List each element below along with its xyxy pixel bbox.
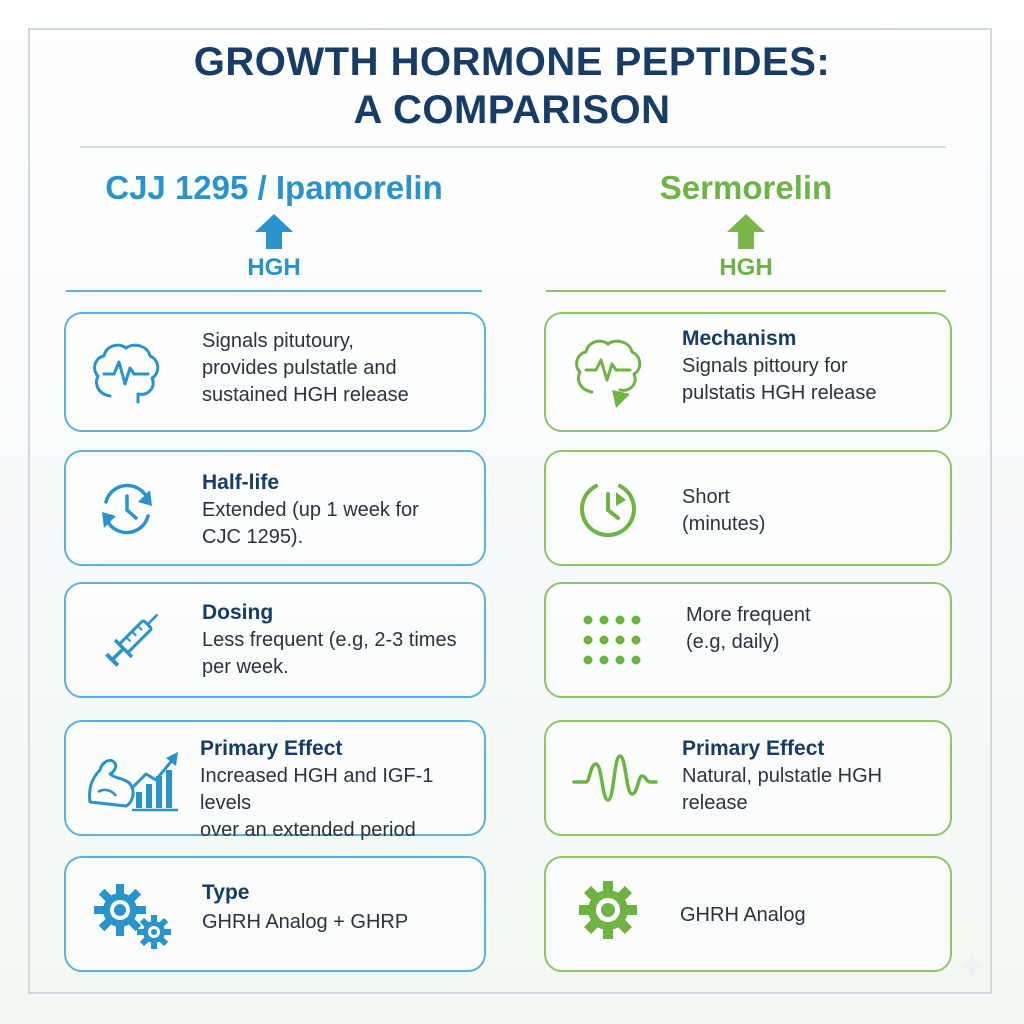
left-row3-text: Dosing Less frequent (e.g, 2-3 times per week. bbox=[202, 598, 457, 681]
right-column-header bbox=[546, 168, 946, 282]
left-card-mechanism bbox=[64, 312, 486, 432]
dots-grid-icon bbox=[582, 612, 646, 672]
brain-pulse-icon bbox=[90, 338, 162, 406]
arrow-up-icon bbox=[726, 214, 766, 250]
right-card-primary-effect bbox=[544, 720, 952, 836]
type-label: Type bbox=[202, 881, 250, 904]
gears-icon bbox=[92, 882, 176, 954]
right-card-dosing bbox=[544, 582, 952, 698]
left-column-header bbox=[66, 168, 482, 282]
dosing-label: Dosing bbox=[202, 601, 274, 624]
syringe-icon bbox=[96, 604, 168, 676]
title-divider bbox=[80, 146, 946, 148]
right-card-half-life bbox=[544, 450, 952, 566]
right-hgh-label: HGH bbox=[719, 254, 773, 281]
primary-effect-label: Primary Effect bbox=[682, 737, 825, 760]
left-card-dosing bbox=[64, 582, 486, 698]
clock-cycle-icon bbox=[94, 476, 160, 542]
right-row1-text: Mechanism Signals pittoury for pulstatis HGH release bbox=[682, 324, 877, 407]
left-row2-text: Half-life Extended (up 1 week for CJC 1295). bbox=[202, 468, 419, 551]
sparkle-icon bbox=[954, 948, 990, 984]
title-line-2: A COMPARISON bbox=[353, 88, 671, 132]
right-row5-text: GHRH Analog bbox=[680, 904, 806, 926]
left-row1-text: Signals pitutoury, provides pulstatle and sustained HGH release bbox=[202, 330, 409, 406]
left-peptide-name: CJJ 1295 / Ipamorelin bbox=[105, 169, 443, 206]
left-card-primary-effect bbox=[64, 720, 486, 841]
left-row5-text: Type GHRH Analog + GHRP bbox=[202, 878, 408, 936]
right-card-mechanism bbox=[544, 312, 952, 432]
right-row3-text: More frequent (e.g, daily) bbox=[686, 604, 811, 653]
left-row4-text: Primary Effect Increased HGH and IGF-1 levels over an extended period bbox=[200, 734, 484, 844]
gear-icon bbox=[578, 880, 638, 940]
arrow-up-icon bbox=[254, 214, 294, 250]
muscle-growth-chart-icon bbox=[84, 744, 184, 816]
half-life-label: Half-life bbox=[202, 471, 280, 494]
left-header-line bbox=[66, 290, 482, 292]
left-hgh-label: HGH bbox=[247, 254, 301, 281]
right-header-line bbox=[546, 290, 946, 292]
pulse-wave-icon bbox=[572, 752, 658, 808]
mechanism-label: Mechanism bbox=[682, 327, 797, 350]
title-line-1: GROWTH HORMONE PEPTIDES: bbox=[193, 40, 831, 84]
right-row4-text: Primary Effect Natural, pulstatle HGH release bbox=[682, 734, 882, 817]
right-row2-text: Short (minutes) bbox=[682, 486, 766, 535]
right-card-type bbox=[544, 856, 952, 972]
page-title bbox=[0, 38, 1024, 134]
clock-icon bbox=[576, 478, 640, 542]
right-peptide-name: Sermorelin bbox=[659, 169, 833, 206]
left-card-type bbox=[64, 856, 486, 972]
brain-pulse-icon bbox=[572, 338, 644, 410]
left-card-half-life bbox=[64, 450, 486, 566]
primary-effect-label: Primary Effect bbox=[200, 737, 343, 760]
